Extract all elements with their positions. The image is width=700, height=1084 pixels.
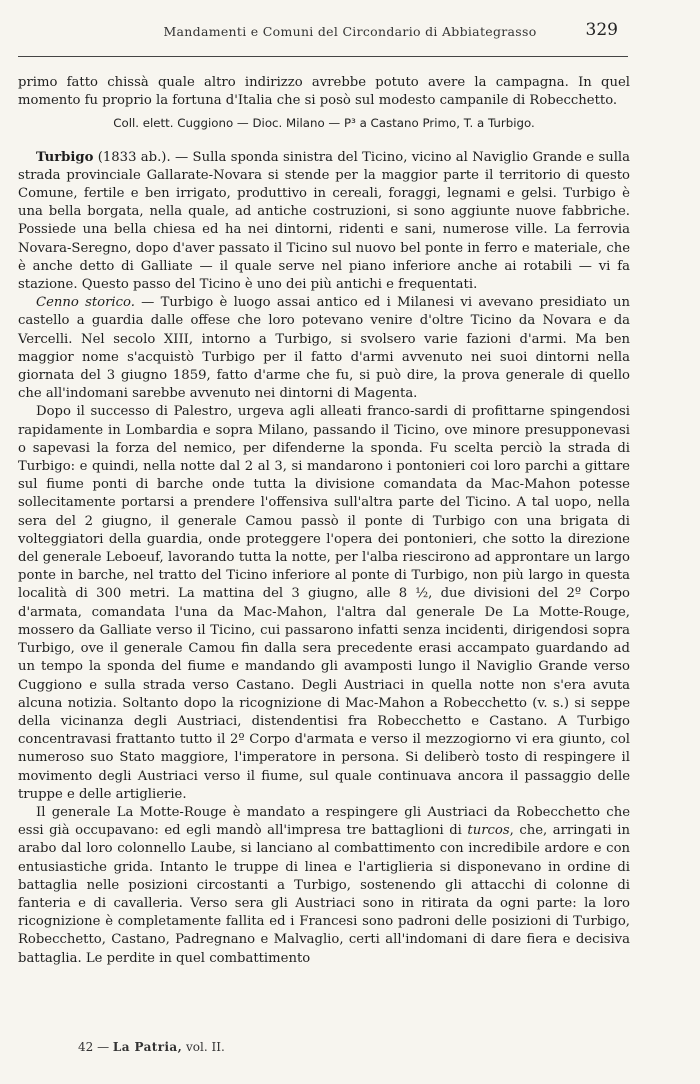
turcos-term: turcos — [467, 823, 510, 839]
header-rule — [18, 56, 628, 57]
page-number: 329 — [585, 20, 618, 40]
history-label: Cenno storico. — [36, 295, 135, 311]
entry-p1-text: (1833 ab.). — Sulla sponda sinistra del Ticino, vicino al Naviglio Grande e sulla strada provinciale Gallarate-Novara si stende per la maggior parte il territorio di questo Comune, fertile e ben irrigato, produttivo in cereali, foraggi, legnami e gelsi. Turbigo è una bella borgata, nella quale, ad antiche costruzioni, si sono aggiunte nuove fabbriche. Possiede una bella chiesa ed ha nei dintorni, ridenti e sani, numerose ville. La ferrovia Novara-Seregno, dopo d'aver passato il Ticino sul nuovo bel ponte in ferro e materiale, che è anche detto di Galliate — il quale serve nel piano inferiore anche ai rotabili — vi fa stazione. Questo passo del Ticino è uno dei più antichi e frequentati. — [18, 149, 630, 293]
entry-p4b-text: , che, arringati in arabo dal loro colonnello Laube, si lanciano al combattimento con incredibile ardore e con entusiastiche grida. Intanto le truppe di linea e l'artiglieria si disponevano in ordine di battaglia nelle posizioni circostanti a Turbigo, sostenendo gli attacchi di colonne di fanteria e di cavalleria. Verso sera gli Austriaci sono in ritirata da ogni parte: la loro ricognizione è completamente fallita ed i Francesi sono padroni delle posizioni di Turbigo, Robecchetto, Castano, Padregnano e Malvaglio, certi all'indomani di dare fiera e decisiva battaglia. Le perdite in quel combattimento — [18, 823, 630, 966]
entry-p2-text: — Turbigo è luogo assai antico ed i Milanesi vi avevano presidiato un castello a guardia dalle offese che loro potevano venire d'oltre Ticino da Novara e da Vercelli. Nel secolo XIII, intorno a Turbigo, si svolsero varie fazioni d'armi. Ma ben maggior nome s'acquistò Turbigo per il fatto d'armi avvenuto nei suoi dintorni nella giornata del 3 giugno 1859, fatto d'arme che fu, si può dire, la prova generale di quello che all'indomani sarebbe avvenuto nei dintorni di Magenta. — [18, 295, 630, 402]
publication-title: La Patria, — [112, 1040, 183, 1054]
entry-paragraph-1 — [18, 149, 630, 295]
entry-name: Turbigo — [36, 149, 94, 165]
entry-p4a-text: Il generale La Motte-Rouge è mandato a respingere gli Austriaci da Robecchetto che essi già occupavano: ed egli mandò all'impresa tre battaglioni di — [18, 804, 630, 839]
footer-signature — [78, 1040, 225, 1054]
signature-number: 42 — — [78, 1040, 110, 1054]
volume-label: vol. II. — [186, 1040, 225, 1054]
intro-paragraph: primo fatto chissà quale altro indirizzo avrebbe potuto avere la campagna. In quel momento fu proprio la fortuna d'Italia che si posò sul modesto campanile di Robecchetto. — [18, 75, 630, 109]
running-header — [0, 20, 700, 44]
body-text — [18, 74, 630, 968]
header-title: Mandamenti e Comuni del Circondario di Abbiategrasso — [163, 24, 537, 39]
entry-paragraph-4 — [18, 804, 630, 968]
collegio-line: Coll. elett. Cuggiono — Dioc. Milano — P³ a Castano Primo, T. a Turbigo. — [113, 116, 535, 131]
entry-paragraph-3: Dopo il successo di Palestro, urgeva agli alleati franco-sardi di profittarne spingendosi rapidamente in Lombardia e sopra Milano, passando il Ticino, ove minore presupponevasi o sapevasi la forza del nemico, per difenderne la sponda. Fu scelta perciò la strada di Turbigo: e quindi, nella notte dal 2 al 3, si mandarono i pontonieri coi loro parchi a gittare sul fiume ponti di barche onde tutta la divisione comandata da Mac-Mahon potesse sollecitamente portarsi a prendere l'offensiva sull'altra parte del Ticino. A tal uopo, nella sera del 2 giugno, il generale Camou passò il ponte di Turbigo con una brigata di volteggiatori della guardia, onde proteggere l'opera dei pontonieri, che sotto la direzione del generale Leboeuf, lavorando tutta la notte, per l'alba riescirono ad approntare un largo ponte in barche, nel tratto del Ticino inferiore al ponte di Turbigo, non più largo in questa località di 300 metri. La mattina del 3 giugno, alle 8 ½, due divisioni del 2º Corpo d'armata, comandata l'una da Mac-Mahon, l'altra dal generale De La Motte-Rouge, mossero da Galliate verso il Ticino, cui passarono infatti senza incidenti, dirigendosi sopra Turbigo, ove il generale Camou fin dalla sera precedente erasi accampato guardando ad un tempo la sponda del fiume e mandando gli avamposti lungo il Naviglio Grande verso Cuggiono e sulla strada verso Castano. Degli Austriaci in quella notte non s'era avuta alcuna notizia. Soltanto dopo la ricognizione di Mac-Mahon a Robecchetto (v. s.) si seppe della vicinanza degli Austriaci, distendentisi fra Robecchetto e Castano. A Turbigo concentravasi frattanto tutto il 2º Corpo d'armata e verso il mezzogiorno vi era giunto, col numeroso suo Stato maggiore, l'imperatore in persona. Si deliberò tosto di respingere il movimento degli Austriaci verso il fiume, sul quale continuava ancora il passaggio delle truppe e delle artiglierie. — [18, 404, 630, 802]
entry-paragraph-2 — [18, 294, 630, 403]
